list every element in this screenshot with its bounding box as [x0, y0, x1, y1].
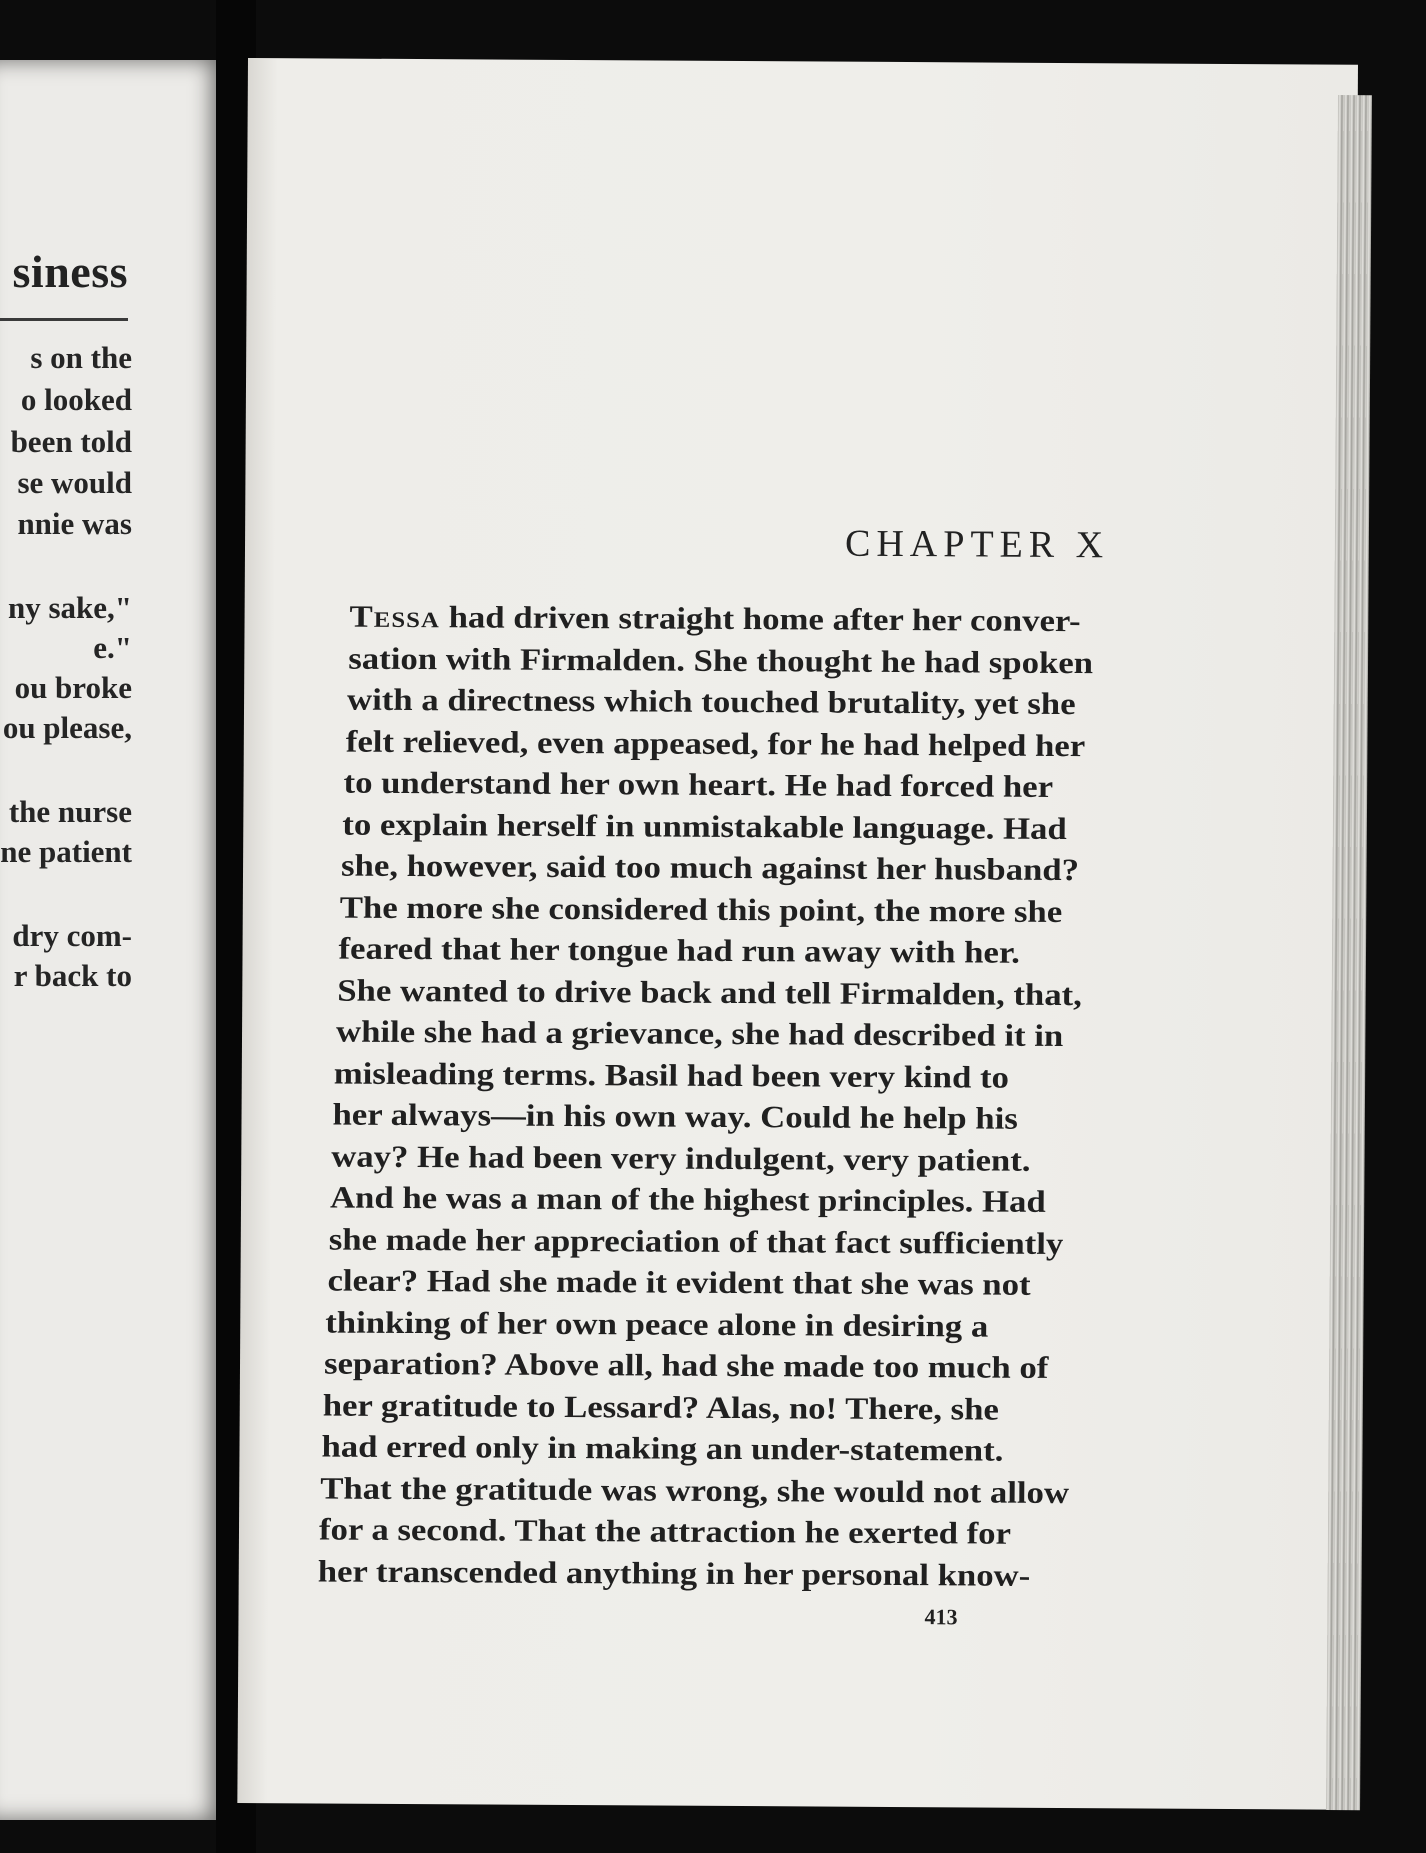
body-line: her transcended anything in her personal know-: [317, 1552, 1030, 1593]
previous-page-line: e.": [93, 630, 132, 665]
current-page: [237, 58, 1358, 1810]
body-line: to understand her own heart. He had forced her: [343, 764, 1054, 804]
previous-page-fragment: [0, 60, 230, 1820]
body-line: her gratitude to Lessard? Alas, no! There, she: [322, 1386, 1000, 1427]
chapter-title: CHAPTER X: [844, 522, 1110, 567]
body-line: The more she considered this point, the more she: [339, 889, 1063, 929]
previous-page-line: se would: [17, 465, 132, 500]
chapter-opening-word: Tessa: [349, 598, 441, 635]
previous-page-line: o looked: [20, 382, 132, 417]
running-head-rule: [0, 318, 128, 321]
previous-page-line: s on the: [30, 340, 132, 375]
body-line: way? He had been very indulgent, very patient.: [331, 1138, 1031, 1178]
body-line: sation with Firmalden. She thought he had spoken: [348, 640, 1094, 680]
body-line: for a second. That the attraction he exerted for: [318, 1511, 1011, 1551]
previous-page-line: ny sake,": [7, 590, 132, 625]
body-line: with a directness which touched brutality, yet she: [346, 681, 1076, 722]
body-line: she, however, said too much against her husband?: [341, 847, 1080, 888]
body-line: [349, 599, 1080, 639]
body-line: That the gratitude was wrong, she would not allow: [320, 1469, 1070, 1510]
body-line: separation? Above all, had she made too much of: [324, 1345, 1049, 1385]
previous-page-line: the nurse: [8, 794, 132, 829]
previous-page-line: r back to: [13, 958, 132, 993]
previous-page-line: been told: [10, 424, 132, 459]
previous-page-line: nnie was: [17, 506, 132, 541]
body-line: clear? Had she made it evident that she was not: [327, 1262, 1031, 1302]
previous-page-line: dry com-: [12, 918, 132, 953]
body-line: thinking of her own peace alone in desiring a: [325, 1303, 989, 1344]
running-head-fragment: siness: [12, 246, 128, 297]
body-line: to explain herself in unmistakable language. Had: [342, 806, 1068, 846]
first-line-rest: had driven straight home after her conver-: [439, 599, 1081, 639]
body-line: She wanted to drive back and tell Firmalden, that,: [336, 972, 1082, 1012]
body-line: misleading terms. Basil had been very kind to: [334, 1055, 1010, 1095]
page-number: 413: [924, 1604, 958, 1630]
previous-page-line: ou broke: [14, 670, 132, 705]
body-line: felt relieved, even appeased, for he had helped her: [345, 723, 1085, 763]
body-line: had erred only in making an under-statement.: [321, 1428, 1004, 1468]
body-line: feared that her tongue had run away with her.: [338, 930, 1020, 970]
body-line: while she had a grievance, she had described it in: [335, 1013, 1063, 1053]
body-line: she made her appreciation of that fact sufficiently: [328, 1221, 1064, 1261]
body-line: her always—in his own way. Could he help his: [332, 1096, 1019, 1136]
previous-page-line: ou please,: [2, 710, 132, 745]
body-line: And he was a man of the highest principles. Had: [329, 1179, 1046, 1219]
previous-page-line: ne patient: [0, 834, 132, 869]
